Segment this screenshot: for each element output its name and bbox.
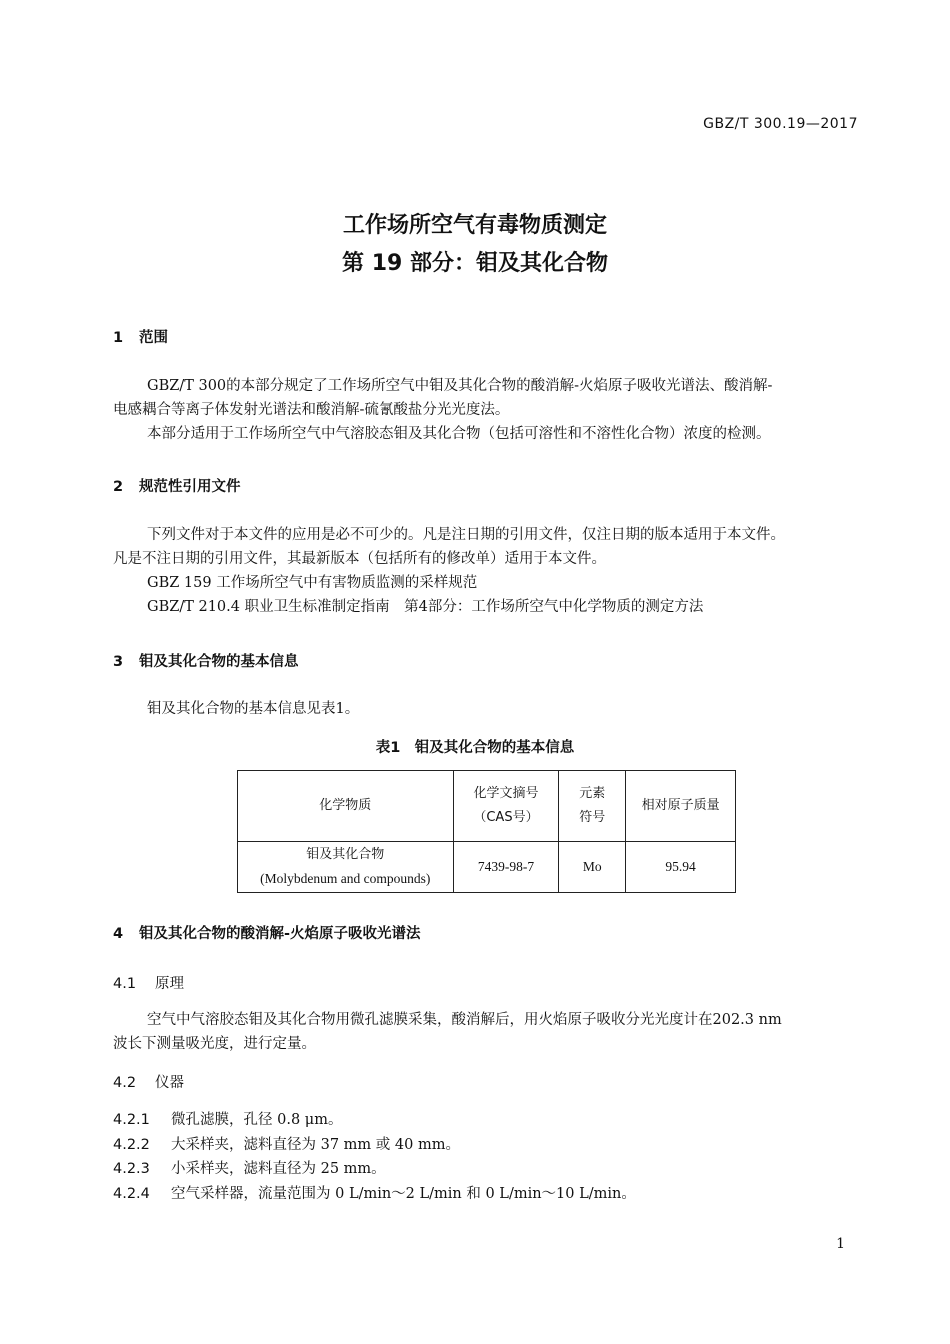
list-item: 4.2.1 微孔滤膜，孔径 0.8 μm。 bbox=[113, 1112, 343, 1128]
section-title: 钼及其化合物的酸消解-火焰原子吸收光谱法 bbox=[139, 926, 421, 942]
header-cas: 化学文摘号 （CAS号） bbox=[453, 771, 559, 842]
section-number: 2 bbox=[113, 479, 124, 495]
table-row bbox=[238, 842, 736, 893]
section-4-heading bbox=[113, 922, 421, 943]
section-2-body bbox=[113, 523, 861, 619]
list-item: 4.2.2 大采样夹，滤料直径为 37 mm 或 40 mm。 bbox=[113, 1137, 460, 1153]
section-number: 3 bbox=[113, 654, 124, 670]
paragraph-line: 空气中气溶胶态钼及其化合物用微孔滤膜采集，酸消解后，用火焰原子吸收分光光度计在202.3 nm bbox=[147, 1012, 782, 1028]
section-1-heading bbox=[113, 326, 168, 347]
table-header-row bbox=[238, 771, 736, 842]
section-3-body bbox=[113, 697, 861, 721]
paragraph: 本部分适用于工作场所空气中气溶胶态钼及其化合物（包括可溶性和不溶性化合物）浓度的检测。 bbox=[147, 426, 771, 442]
cell-atomic-mass: 95.94 bbox=[626, 842, 736, 893]
section-2-heading bbox=[113, 475, 241, 496]
list-item: 4.2.4 空气采样器，流量范围为 0 L/min～2 L/min 和 0 L/min～10 L/min。 bbox=[113, 1186, 636, 1202]
paragraph-line: 波长下测量吸光度，进行定量。 bbox=[113, 1036, 316, 1052]
subsection-4-1-heading bbox=[113, 972, 184, 993]
header-atomic-mass: 相对原子质量 bbox=[626, 771, 736, 842]
page-number: 1 bbox=[836, 1236, 845, 1252]
cell-cas: 7439-98-7 bbox=[453, 842, 559, 893]
cell-symbol: Mo bbox=[559, 842, 626, 893]
section-title: 规范性引用文件 bbox=[139, 479, 241, 495]
normative-reference: GBZ 159 工作场所空气中有害物质监测的采样规范 bbox=[147, 575, 478, 591]
paragraph-line: 凡是不注日期的引用文件，其最新版本（包括所有的修改单）适用于本文件。 bbox=[113, 551, 606, 567]
paragraph-line: 电感耦合等离子体发射光谱法和酸消解-硫氰酸盐分光光度法。 bbox=[113, 402, 510, 418]
document-subtitle: 第 19 部分：钼及其化合物 bbox=[342, 251, 608, 276]
document-title: 工作场所空气有毒物质测定 bbox=[342, 213, 607, 238]
section-1-body bbox=[113, 374, 861, 446]
subsection-title: 仪器 bbox=[155, 1075, 184, 1091]
section-number: 4 bbox=[113, 926, 124, 942]
subsection-title: 原理 bbox=[155, 976, 184, 992]
paragraph-line: GBZ/T 300的本部分规定了工作场所空气中钼及其化合物的酸消解-火焰原子吸收光谱法、酸消解- bbox=[147, 378, 773, 394]
normative-reference: GBZ/T 210.4 职业卫生标准制定指南 第4部分：工作场所空气中化学物质的测定方法 bbox=[147, 599, 704, 615]
section-title: 范围 bbox=[139, 330, 168, 346]
subsection-4-1-body bbox=[113, 1008, 861, 1056]
header-symbol: 元素 符号 bbox=[559, 771, 626, 842]
table-caption: 表1 钼及其化合物的基本信息 bbox=[375, 740, 575, 756]
paragraph: 钼及其化合物的基本信息见表1。 bbox=[147, 701, 360, 717]
subsection-4-2-heading bbox=[113, 1071, 184, 1092]
subsection-number: 4.2 bbox=[113, 1075, 137, 1091]
cell-substance: 钼及其化合物 (Molybdenum and compounds) bbox=[238, 842, 454, 893]
paragraph-line: 下列文件对于本文件的应用是必不可少的。凡是注日期的引用文件，仅注日期的版本适用于本文件。 bbox=[147, 527, 785, 543]
subsection-number: 4.1 bbox=[113, 976, 137, 992]
standard-code: GBZ/T 300.19—2017 bbox=[703, 116, 858, 132]
list-item: 4.2.3 小采样夹，滤料直径为 25 mm。 bbox=[113, 1161, 386, 1177]
basic-info-table bbox=[237, 770, 736, 893]
header-substance: 化学物质 bbox=[238, 771, 454, 842]
section-3-heading bbox=[113, 650, 299, 671]
section-number: 1 bbox=[113, 330, 124, 346]
section-title: 钼及其化合物的基本信息 bbox=[139, 654, 299, 670]
